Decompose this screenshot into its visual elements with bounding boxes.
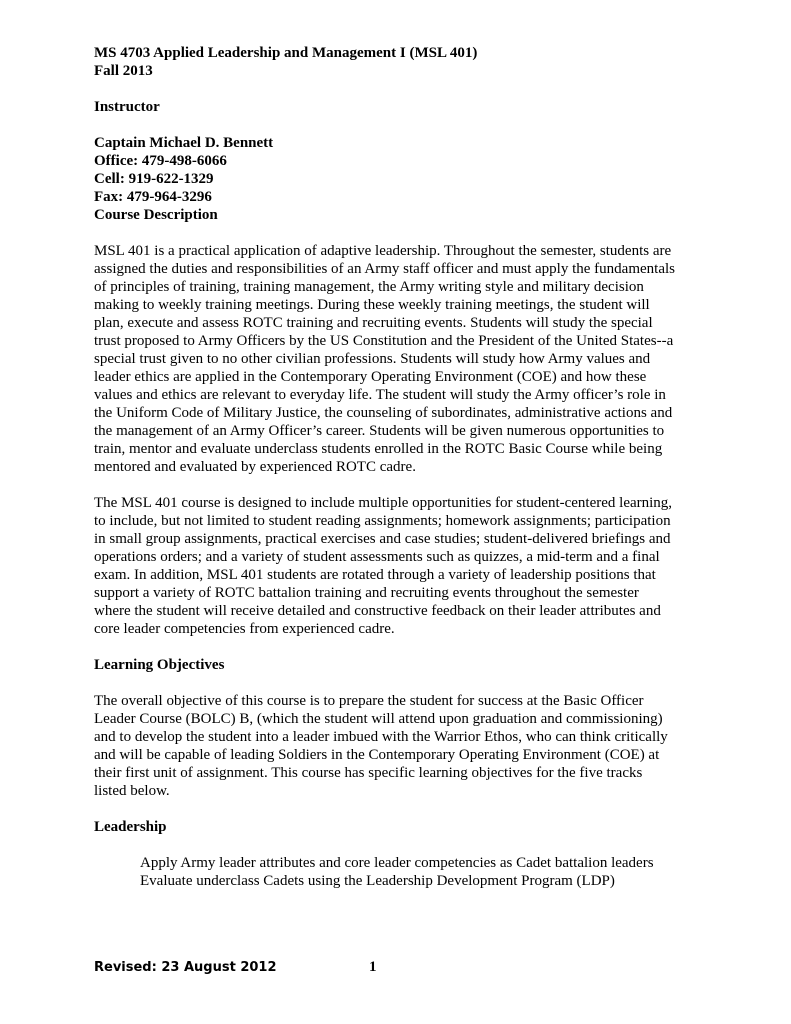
- paragraph-line: Leader Course (BOLC) B, (which the student will attend upon graduation and commissioning): [94, 711, 663, 727]
- paragraph-line: values and ethics are relevant to everyday life. The student will study the Army officer’s role in: [94, 387, 666, 403]
- list-item: Apply Army leader attributes and core leader competencies as Cadet battalion leaders: [140, 855, 654, 871]
- paragraph-line: support a variety of ROTC battalion training and recruiting events throughout the semester: [94, 585, 639, 601]
- instructor-name: Captain Michael D. Bennett: [94, 135, 274, 151]
- paragraph-line: train, mentor and evaluate underclass students enrolled in the ROTC Basic Course while being: [94, 441, 663, 457]
- paragraph-line: of principles of training, training management, the Army writing style and military decision: [94, 279, 644, 295]
- paragraph-line: mentored and evaluated by experienced ROTC cadre.: [94, 459, 416, 475]
- course-description-heading: Course Description: [94, 207, 218, 223]
- page-footer: [94, 960, 694, 980]
- course-description-paragraph-2: [94, 494, 706, 638]
- paragraph-line: leader ethics are applied in the Contemporary Operating Environment (COE) and how these: [94, 369, 647, 385]
- paragraph-line: The overall objective of this course is to prepare the student for success at the Basic Officer: [94, 693, 644, 709]
- paragraph-line: making to weekly training meetings. During these weekly training meetings, the student will: [94, 297, 650, 313]
- paragraph-line: The MSL 401 course is designed to include multiple opportunities for student-centered learning,: [94, 495, 673, 511]
- instructor-cell-phone: Cell: 919-622-1329: [94, 171, 214, 187]
- page-number: 1: [369, 959, 377, 975]
- paragraph-line: the Uniform Code of Military Justice, the counseling of subordinates, administrative actions and: [94, 405, 673, 421]
- paragraph-line: MSL 401 is a practical application of adaptive leadership. Throughout the semester, students are: [94, 243, 672, 259]
- instructor-fax: Fax: 479-964-3296: [94, 189, 212, 205]
- paragraph-line: core leader competencies from experienced cadre.: [94, 621, 395, 637]
- paragraph-line: and will be capable of leading Soldiers in the Contemporary Operating Environment (COE) at: [94, 747, 660, 763]
- course-title: MS 4703 Applied Leadership and Management I (MSL 401): [94, 45, 478, 61]
- paragraph-line: to include, but not limited to student reading assignments; homework assignments; participation: [94, 513, 671, 529]
- paragraph-line: exam. In addition, MSL 401 students are rotated through a variety of leadership positions that: [94, 567, 656, 583]
- leadership-heading: Leadership: [94, 819, 167, 835]
- learning-objectives-heading: Learning Objectives: [94, 657, 225, 673]
- document-body: [94, 44, 706, 890]
- paragraph-line: the management of an Army Officer’s career. Students will be given numerous opportunities to: [94, 423, 665, 439]
- paragraph-line: listed below.: [94, 783, 170, 799]
- paragraph-line: plan, execute and assess ROTC training and recruiting events. Students will study the special: [94, 315, 653, 331]
- list-item: Evaluate underclass Cadets using the Leadership Development Program (LDP): [140, 873, 615, 889]
- paragraph-line: where the student will receive detailed and constructive feedback on their leader attributes and: [94, 603, 661, 619]
- paragraph-line: trust proposed to Army Officers by the US Constitution and the President of the United States--a: [94, 333, 674, 349]
- instructor-office-phone: Office: 479-498-6066: [94, 153, 227, 169]
- instructor-heading: Instructor: [94, 99, 160, 115]
- leadership-objectives-list: [94, 854, 706, 890]
- course-description-paragraph-1: [94, 242, 706, 476]
- paragraph-line: operations orders; and a variety of student assessments such as quizzes, a mid-term and a final: [94, 549, 660, 565]
- paragraph-line: and to develop the student into a leader imbued with the Warrior Ethos, who can think critically: [94, 729, 668, 745]
- paragraph-line: their first unit of assignment. This course has specific learning objectives for the five tracks: [94, 765, 643, 781]
- course-term: Fall 2013: [94, 63, 153, 79]
- paragraph-line: special trust given to no other civilian professions. Students will study how Army values and: [94, 351, 651, 367]
- paragraph-line: in small group assignments, practical exercises and case studies; student-delivered briefings and: [94, 531, 671, 547]
- paragraph-line: assigned the duties and responsibilities of an Army staff officer and must apply the fundamentals: [94, 261, 675, 277]
- learning-objectives-paragraph: [94, 692, 706, 800]
- revised-date: Revised: 23 August 2012: [94, 960, 277, 975]
